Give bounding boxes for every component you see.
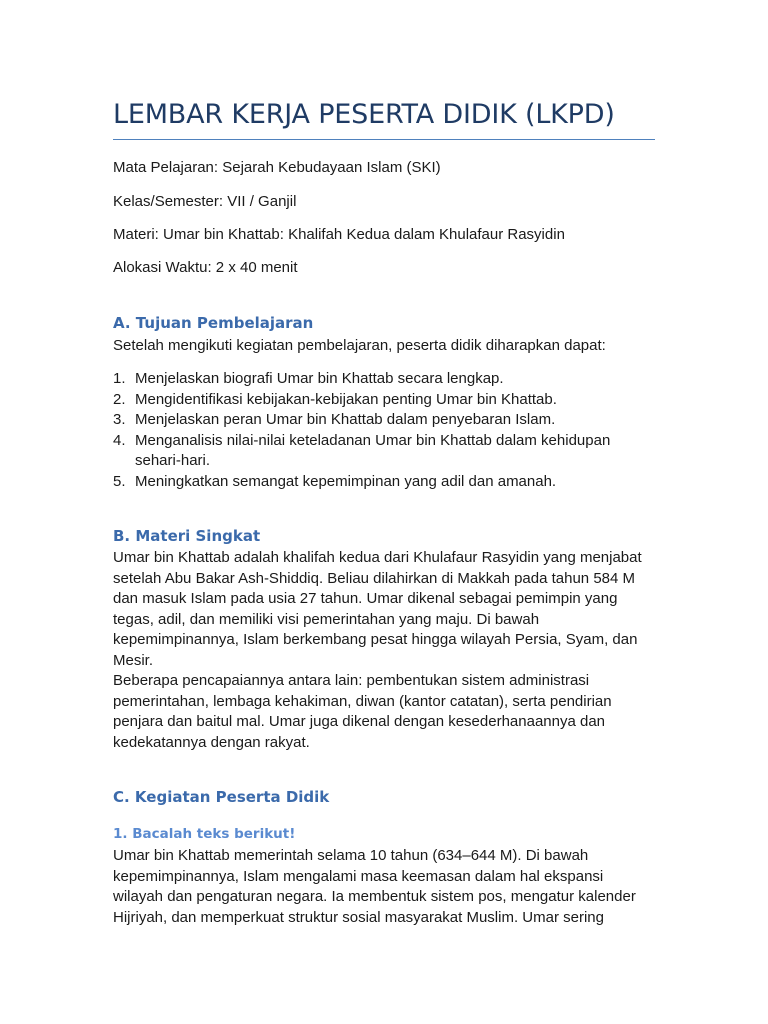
title-underline <box>113 139 655 140</box>
list-number: 3. <box>113 411 126 428</box>
paragraph-line: dan masuk Islam pada usia 27 tahun. Umar dikenal sebagai pemimpin yang <box>113 590 618 608</box>
list-item <box>113 431 655 472</box>
list-item-text-continued: sehari-hari. <box>135 452 211 469</box>
meta-class-semester: Kelas/Semester: VII / Ganjil <box>113 193 297 210</box>
paragraph-line: Hijriyah, dan memperkuat struktur sosial masyarakat Muslim. Umar sering <box>113 908 604 926</box>
list-item-text: Meningkatkan semangat kepemimpinan yang adil dan amanah. <box>135 472 557 490</box>
list-item <box>113 472 655 493</box>
section-a-intro: Setelah mengikuti kegiatan pembelajaran, peserta didik diharapkan dapat: <box>113 337 606 354</box>
list-item <box>113 369 655 390</box>
meta-subject: Mata Pelajaran: Sejarah Kebudayaan Islam (SKI) <box>113 159 441 176</box>
list-number: 5. <box>113 472 126 490</box>
list-item-text: Menjelaskan biografi Umar bin Khattab secara lengkap. <box>135 370 504 387</box>
paragraph-line: kedekatannya dengan rakyat. <box>113 733 310 751</box>
paragraph-line: Mesir. <box>113 651 154 669</box>
meta-material: Materi: Umar bin Khattab: Khalifah Kedua dalam Khulafaur Rasyidin <box>113 226 565 243</box>
paragraph-line: Umar bin Khattab adalah khalifah kedua dari Khulafaur Rasyidin yang menjabat <box>113 549 642 566</box>
section-c-text-1 <box>113 846 655 928</box>
paragraph-line: tegas, adil, dan memiliki visi pemerintahan yang maju. Di bawah <box>113 610 540 628</box>
list-number: 2. <box>113 390 126 408</box>
paragraph-line: penjara dan baitul mal. Umar juga dikenal dengan kesederhanaannya dan <box>113 713 606 731</box>
meta-time-allocation: Alokasi Waktu: 2 x 40 menit <box>113 259 298 276</box>
document-title: LEMBAR KERJA PESERTA DIDIK (LKPD) <box>113 99 615 130</box>
paragraph-line: Beberapa pencapaiannya antara lain: pembentukan sistem administrasi <box>113 672 590 689</box>
section-a-heading: A. Tujuan Pembelajaran <box>113 314 314 332</box>
section-b-heading: B. Materi Singkat <box>113 527 261 545</box>
list-item-text: Mengidentifikasi kebijakan-kebijakan penting Umar bin Khattab. <box>135 390 557 408</box>
paragraph-line: setelah Abu Bakar Ash-Shiddiq. Beliau dilahirkan di Makkah pada tahun 584 M <box>113 569 636 587</box>
list-item <box>113 410 655 431</box>
paragraph-line: kepemimpinannya, Islam berkembang pesat hingga wilayah Persia, Syam, dan <box>113 631 638 649</box>
section-c-heading: C. Kegiatan Peserta Didik <box>113 788 330 806</box>
list-number: 4. <box>113 431 126 449</box>
section-c-subheading-1: 1. Bacalah teks berikut! <box>113 826 296 842</box>
paragraph-line: Umar bin Khattab memerintah selama 10 tahun (634–644 M). Di bawah <box>113 847 589 864</box>
paragraph-line: wilayah dan pengaturan negara. Ia membentuk sistem pos, mengatur kalender <box>113 888 636 906</box>
list-number: 1. <box>113 370 126 387</box>
section-b-paragraph-2 <box>113 671 655 753</box>
objectives-list <box>113 369 655 492</box>
paragraph-line: kepemimpinannya, Islam mengalami masa keemasan dalam hal ekspansi <box>113 867 604 885</box>
section-b-paragraph-1 <box>113 548 655 672</box>
list-item <box>113 390 655 411</box>
list-item-text: Menjelaskan peran Umar bin Khattab dalam penyebaran Islam. <box>135 411 556 428</box>
paragraph-line: pemerintahan, lembaga kehakiman, diwan (kantor catatan), serta pendirian <box>113 692 612 710</box>
list-item-text: Menganalisis nilai-nilai keteladanan Umar bin Khattab dalam kehidupan <box>135 431 611 449</box>
